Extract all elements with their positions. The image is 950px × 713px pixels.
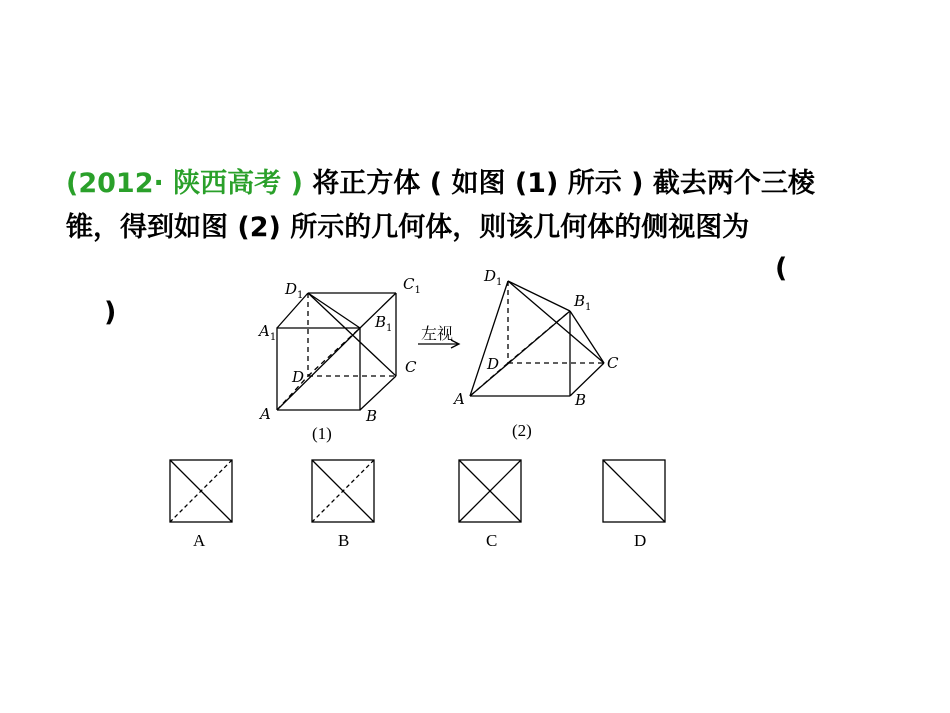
- option-d-label: D: [634, 531, 647, 550]
- caption-2: (2): [512, 421, 532, 440]
- label2-b1: $B_1$: [574, 292, 592, 313]
- cut-solid-labels: [452, 267, 619, 440]
- label-c1: $C_1$: [403, 275, 421, 296]
- label2-a: A: [454, 390, 465, 408]
- option-a-label: A: [193, 531, 206, 550]
- label-c: C: [405, 358, 417, 376]
- label-b1: $B_1$: [375, 313, 393, 334]
- option-b-figure: [312, 460, 374, 522]
- source-name: 陕西高考: [173, 168, 282, 199]
- source-close: ): [290, 168, 303, 199]
- label-a1: $A_1$: [259, 322, 277, 343]
- question-text-1: 将正方体 ( 如图 (1) 所示 ) 截去两个三棱: [302, 168, 815, 199]
- answer-paren-close: ): [104, 297, 117, 328]
- option-c-label: C: [486, 531, 498, 550]
- label2-d: D: [487, 355, 500, 373]
- source-year: (2012·: [66, 168, 164, 199]
- cube-figure: [277, 293, 396, 410]
- option-a-figure: [170, 460, 232, 522]
- label-d1: $D_1$: [285, 280, 304, 301]
- option-d-figure: [603, 460, 665, 522]
- label-d: D: [292, 368, 305, 386]
- label-a: A: [260, 405, 271, 423]
- option-b-label: B: [338, 531, 350, 550]
- question-line-2: 锥，得到如图 (2) 所示的几何体，则该几何体的侧视图为: [66, 212, 750, 243]
- caption-1: (1): [312, 424, 332, 443]
- arrow-label: 左视: [421, 324, 454, 343]
- label2-b: B: [575, 391, 587, 409]
- option-c-figure: [459, 460, 521, 522]
- answer-paren-open: (: [775, 253, 788, 284]
- label2-d1: $D_1$: [484, 267, 503, 288]
- label2-c: C: [607, 354, 619, 372]
- label-b: B: [366, 407, 378, 425]
